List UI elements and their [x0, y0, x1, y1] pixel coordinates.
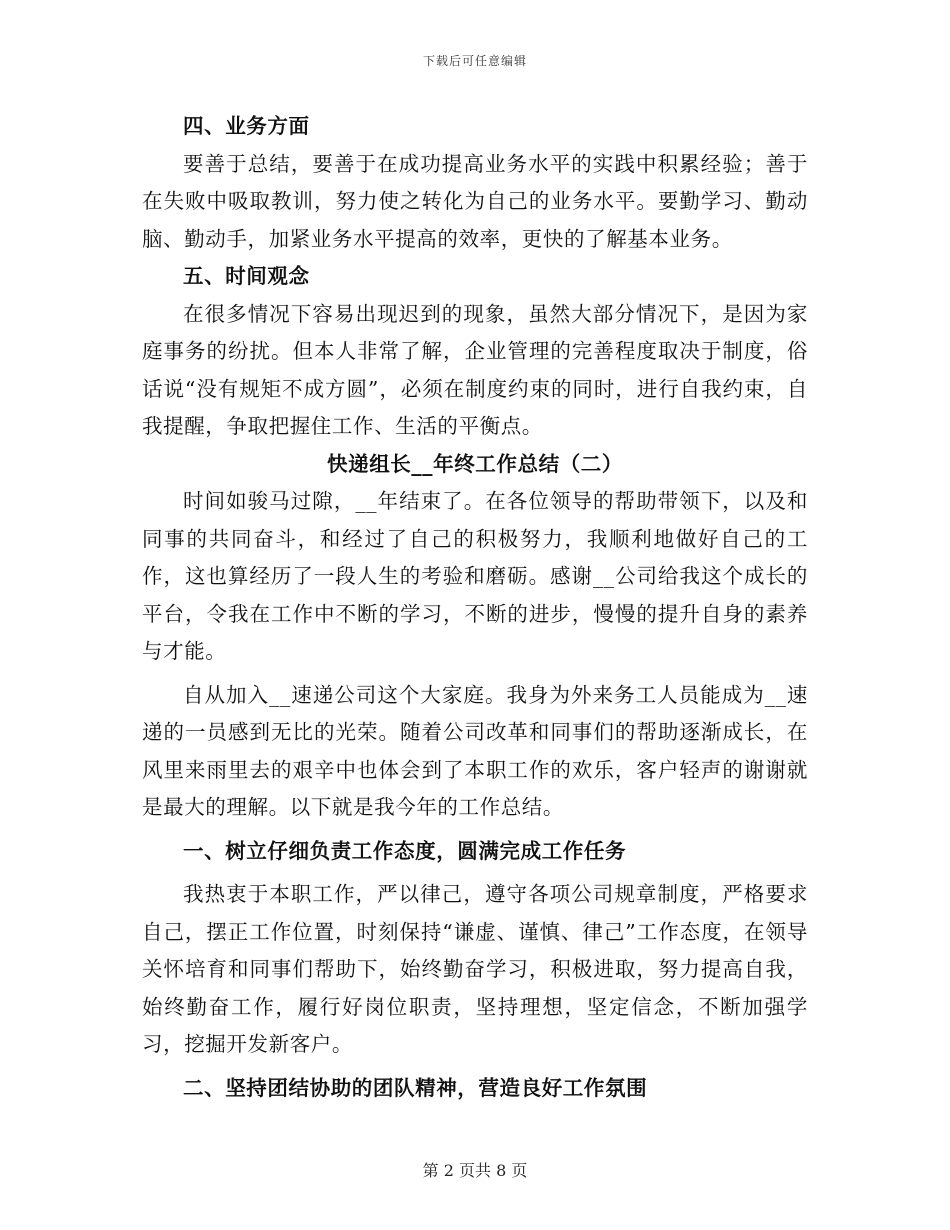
paragraph-business: 要善于总结，要善于在成功提高业务水平的实践中积累经验；善于在失败中吸取教训，努力使之转化为自己的业务水平。要勤学习、勤动脑、勤动手，加紧业务水平提高的效率，更快的了解基本业务。 [142, 151, 808, 251]
section-heading-time: 五、时间观念 [183, 264, 310, 288]
section-heading-teamwork: 二、坚持团结协助的团队精神，营造良好工作氛围 [183, 1075, 648, 1100]
paragraph-attitude: 我热衷于本职工作，严以律己，遵守各项公司规章制度，严格要求自己，摆正工作位置，时刻保持“谦虚、谨慎、律己”工作态度，在领导关怀培育和同事们帮助下，始终勤奋学习，积极进取，努力提高自我，始终勤奋工作，履行好岗位职责，坚持理想，坚定信念，不断加强学习，挖掘开发新客户。 [142, 882, 808, 1056]
paragraph-intro-2: 自从加入__速递公司这个大家庭。我身为外来务工人员能成为__速递的一员感到无比的光荣。随着公司改革和同事们的帮助逐渐成长，在风里来雨里去的艰辛中也体会到了本职工作的欢乐，客户轻声的谢谢就是最大的理解。以下就是我今年的工作总结。 [142, 682, 808, 819]
page-footer: 第 2 页共 8 页 [422, 1161, 528, 1180]
paragraph-time: 在很多情况下容易出现迟到的现象，虽然大部分情况下，是因为家庭事务的纷扰。但本人非常了解，企业管理的完善程度取决于制度，俗话说“没有规矩不成方圆”，必须在制度约束的同时，进行自我约束，自我提醒，争取把握住工作、生活的平衡点。 [142, 301, 808, 438]
document-body [142, 108, 808, 1107]
page-header: 下载后可任意编辑 [422, 54, 527, 68]
document-title: 快递组长__年终工作总结（二） [327, 451, 623, 476]
paragraph-intro-1: 时间如骏马过隙，__年结束了。在各位领导的帮助带领下，以及和同事的共同奋斗，和经过了自己的积极努力，我顺利地做好自己的工作，这也算经历了一段人生的考验和磨砺。感谢__公司给我这个成长的平台，令我在工作中不断的学习，不断的进步，慢慢的提升自身的素养与才能。 [142, 489, 808, 663]
section-heading-attitude: 一、树立仔细负责工作态度，圆满完成工作任务 [183, 838, 627, 863]
section-heading-business: 四、业务方面 [183, 114, 310, 138]
